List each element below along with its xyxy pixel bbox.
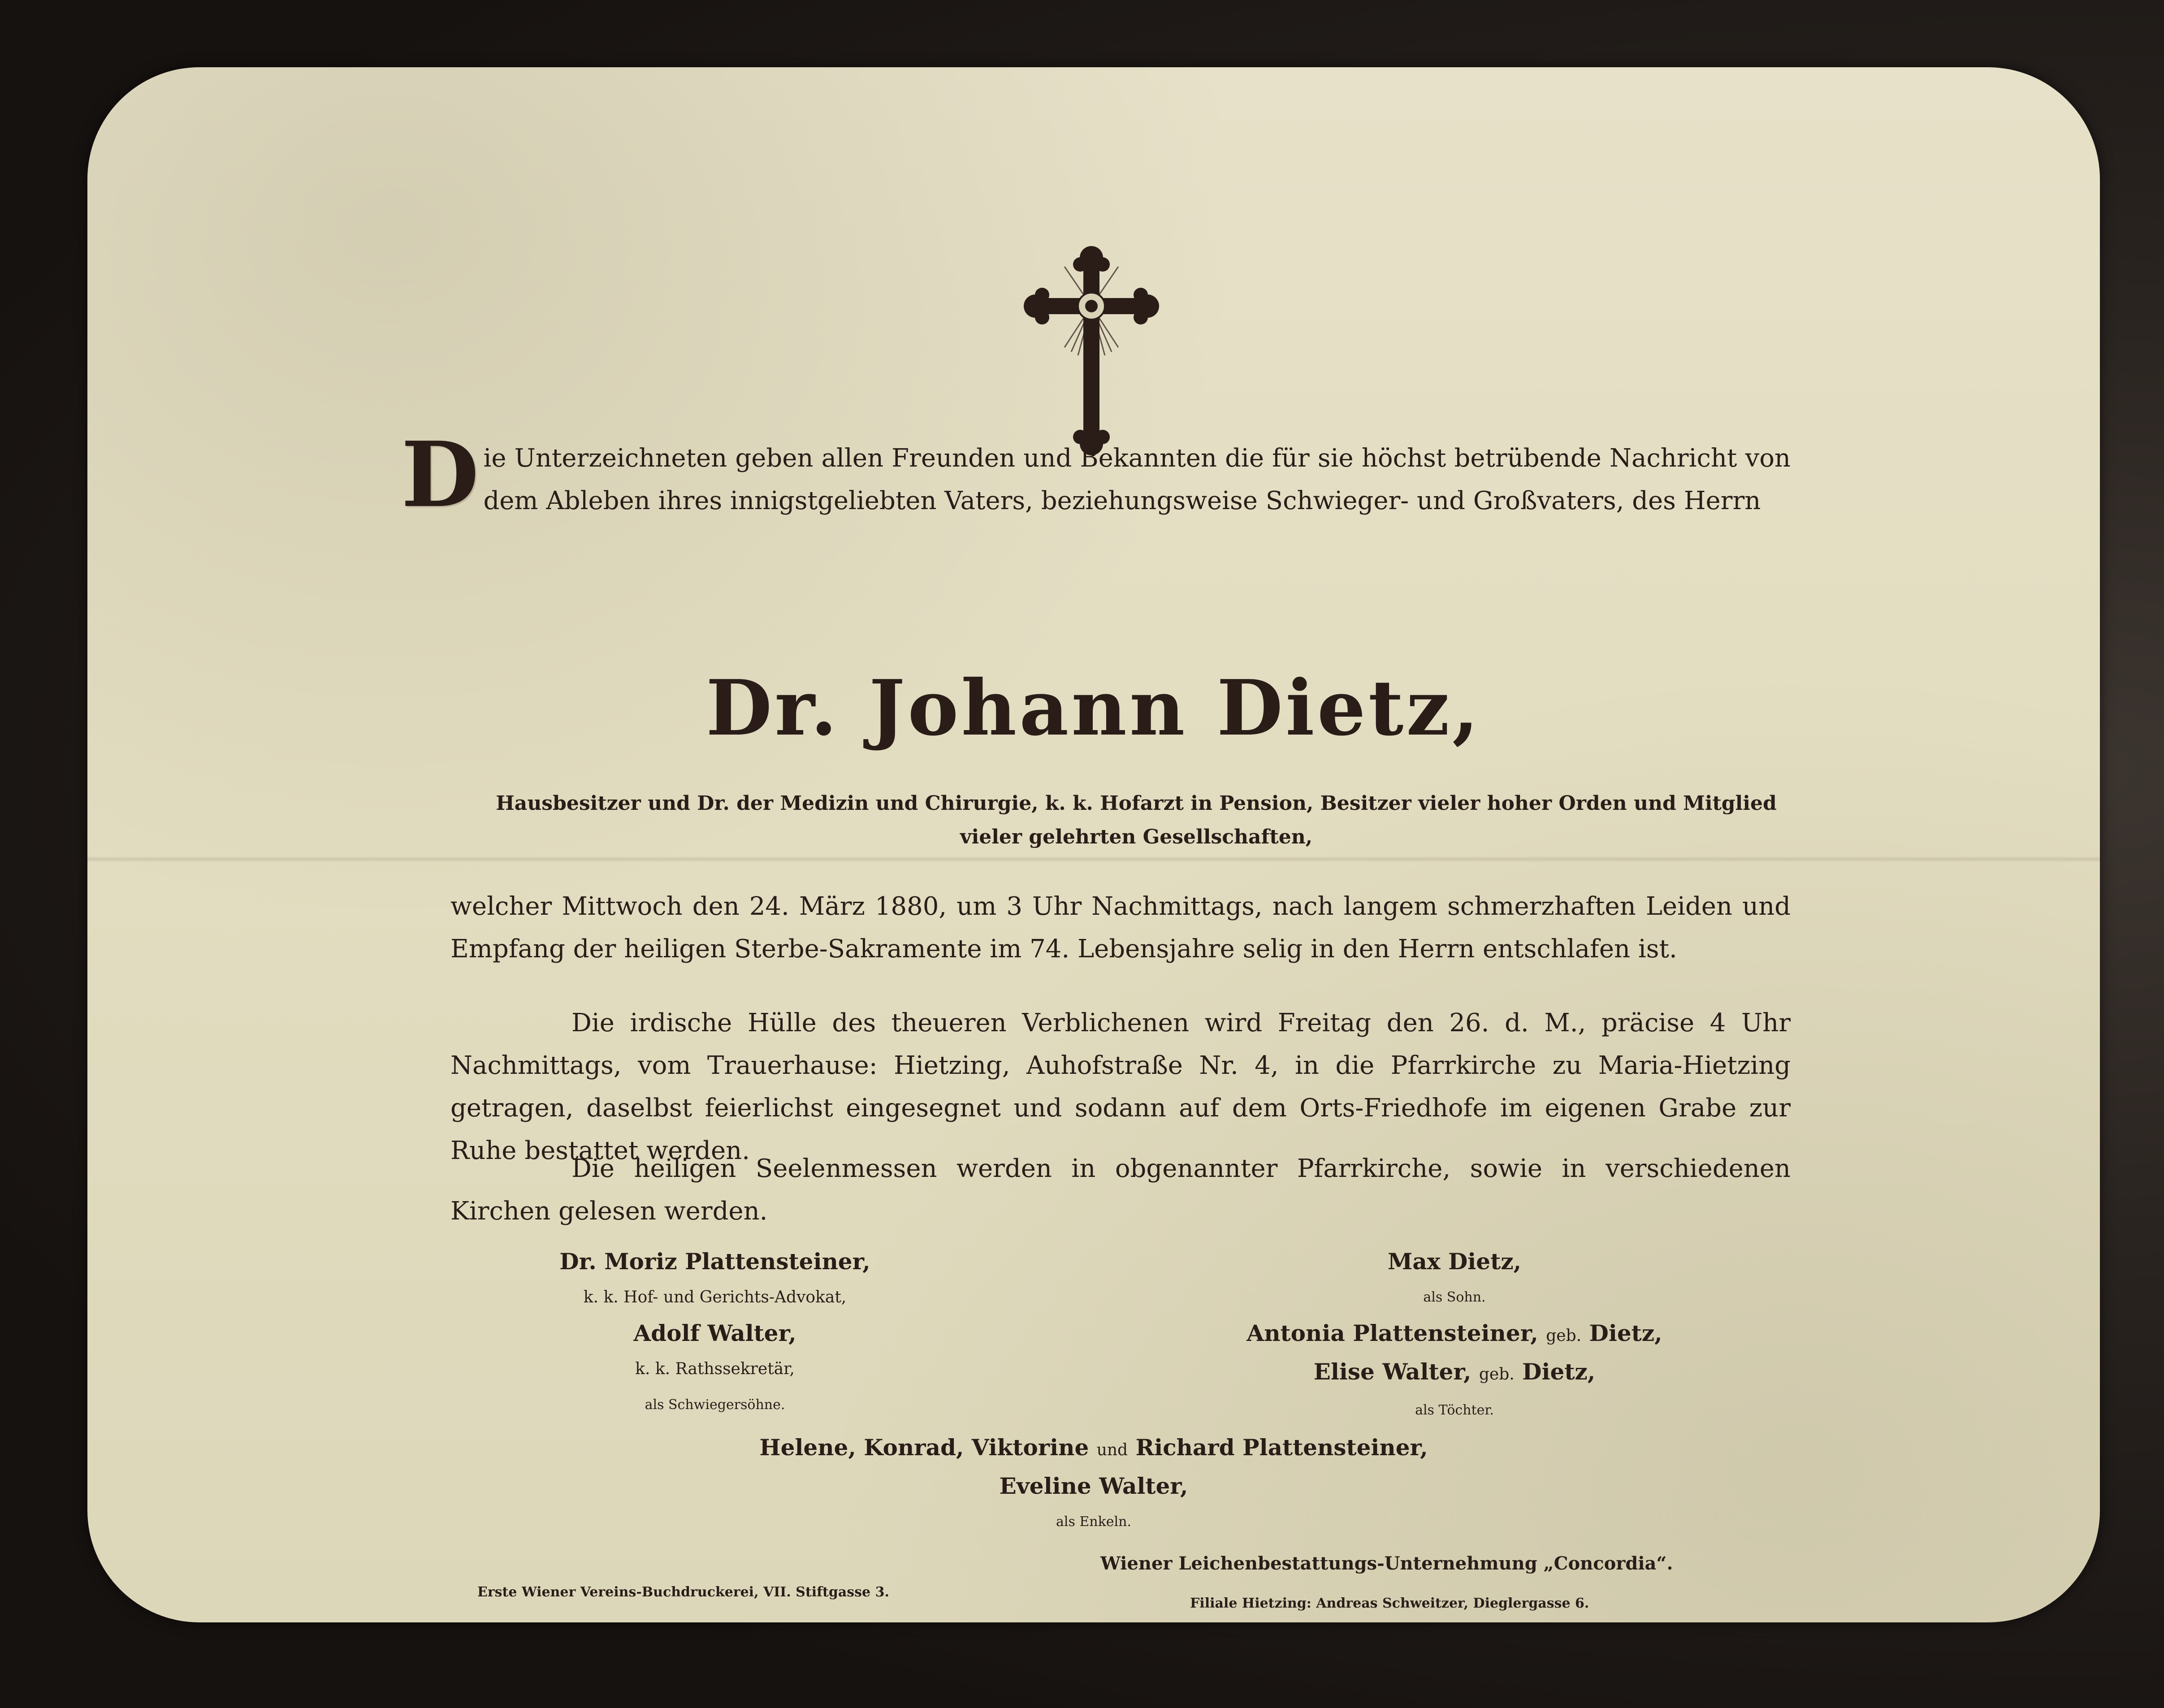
signatories-left bbox=[536, 1244, 894, 1423]
intro-text: ie Unterzeichneten geben allen Freunden und Bekannten die für sie höchst betrübende Nachricht von dem Ableben ihres innigstgeliebten Vaters, beziehungsweise Schwieger- und Großvaters, des Herrn bbox=[483, 444, 1791, 515]
relation-label: als Schwiegersöhne. bbox=[645, 1397, 785, 1413]
signatory-name: Antonia Plattensteiner, bbox=[1246, 1320, 1538, 1346]
death-text: welcher Mittwoch den 24. März 1880, um 3 Uhr Nachmittags, nach langem schmerzhaften Leiden und Empfang der heiligen Sterbe-Sakramente im 74. Lebensjahre selig in den Herrn entschlafen ist. bbox=[450, 892, 1791, 964]
printer-imprint: Erste Wiener Vereins-Buchdruckerei, VII. Stiftgasse 3. bbox=[477, 1584, 889, 1600]
born-label: geb. bbox=[1479, 1365, 1515, 1384]
signatory-name: Elise Walter, bbox=[1313, 1358, 1472, 1385]
deceased-name: Dr. Johann Dietz, bbox=[705, 663, 1482, 753]
deceased-title: Hausbesitzer und Dr. der Medizin und Chirurgie, k. k. Hofarzt in Pension, Besitzer vieler hoher Orden und Mitglied vieler gelehrten Gesellschaften, bbox=[496, 792, 1777, 848]
signatory-name: Dr. Moriz Plattensteiner, bbox=[559, 1248, 870, 1275]
signatory-name-line bbox=[1208, 1354, 1701, 1392]
born-label: geb. bbox=[1546, 1327, 1582, 1345]
signatories-right bbox=[1208, 1244, 1701, 1428]
signatories-grandchildren bbox=[645, 1430, 1542, 1540]
maiden-name: Dietz, bbox=[1522, 1358, 1596, 1385]
masses-paragraph bbox=[450, 1147, 1791, 1232]
conjunction: und bbox=[1096, 1441, 1128, 1459]
grandchildren-names: Helene, Konrad, Viktorine bbox=[759, 1434, 1089, 1461]
funeral-text: Die irdische Hülle des theueren Verblichenen wird Freitag den 26. d. M., präcise 4 Uhr Nachmittags, vom Trauerhause: Hietzing, Auhofstraße Nr. 4, in die Pfarrkirche zu Maria-Hietzing getragen, daselbst feierlichst eingesegnet und sodann auf dem Orts-Friedhofe im eigenen Grabe zur Ruhe bestattet werden. bbox=[450, 1008, 1791, 1165]
signatory-role: k. k. Hof- und Gerichts-Advokat, bbox=[583, 1288, 847, 1306]
drop-cap: D bbox=[401, 422, 479, 528]
signatory-role: k. k. Rathssekretär, bbox=[635, 1360, 795, 1378]
relation-label: als Töchter. bbox=[1415, 1402, 1494, 1418]
signatory-name: Adolf Walter, bbox=[633, 1320, 796, 1346]
grandchildren-names: Richard Plattensteiner, bbox=[1135, 1434, 1428, 1461]
intro-paragraph bbox=[401, 422, 1791, 528]
undertaker-branch: Filiale Hietzing: Andreas Schweitzer, Dieglergasse 6. bbox=[1190, 1596, 1589, 1611]
grandchildren-name: Eveline Walter, bbox=[999, 1473, 1188, 1499]
death-notice-card bbox=[87, 67, 2100, 1622]
masses-text: Die heiligen Seelenmessen werden in obgenannter Pfarrkirche, sowie in verschiedenen Kirchen gelesen werden. bbox=[450, 1154, 1791, 1226]
signatory-name-line bbox=[1208, 1315, 1701, 1354]
relation-label: als Enkeln. bbox=[1056, 1514, 1132, 1530]
maiden-name: Dietz, bbox=[1589, 1320, 1662, 1346]
death-paragraph bbox=[450, 885, 1791, 970]
funeral-paragraph bbox=[450, 1002, 1791, 1172]
relation-label: als Sohn. bbox=[1423, 1289, 1486, 1305]
grandchildren-line bbox=[645, 1430, 1542, 1468]
ornamental-cross-icon bbox=[1022, 244, 1161, 459]
paper-fold bbox=[87, 856, 2100, 862]
signatory-name: Max Dietz, bbox=[1387, 1248, 1522, 1275]
undertaker-line: Wiener Leichenbestattungs-Unternehmung „Concordia“. bbox=[1100, 1553, 1673, 1574]
